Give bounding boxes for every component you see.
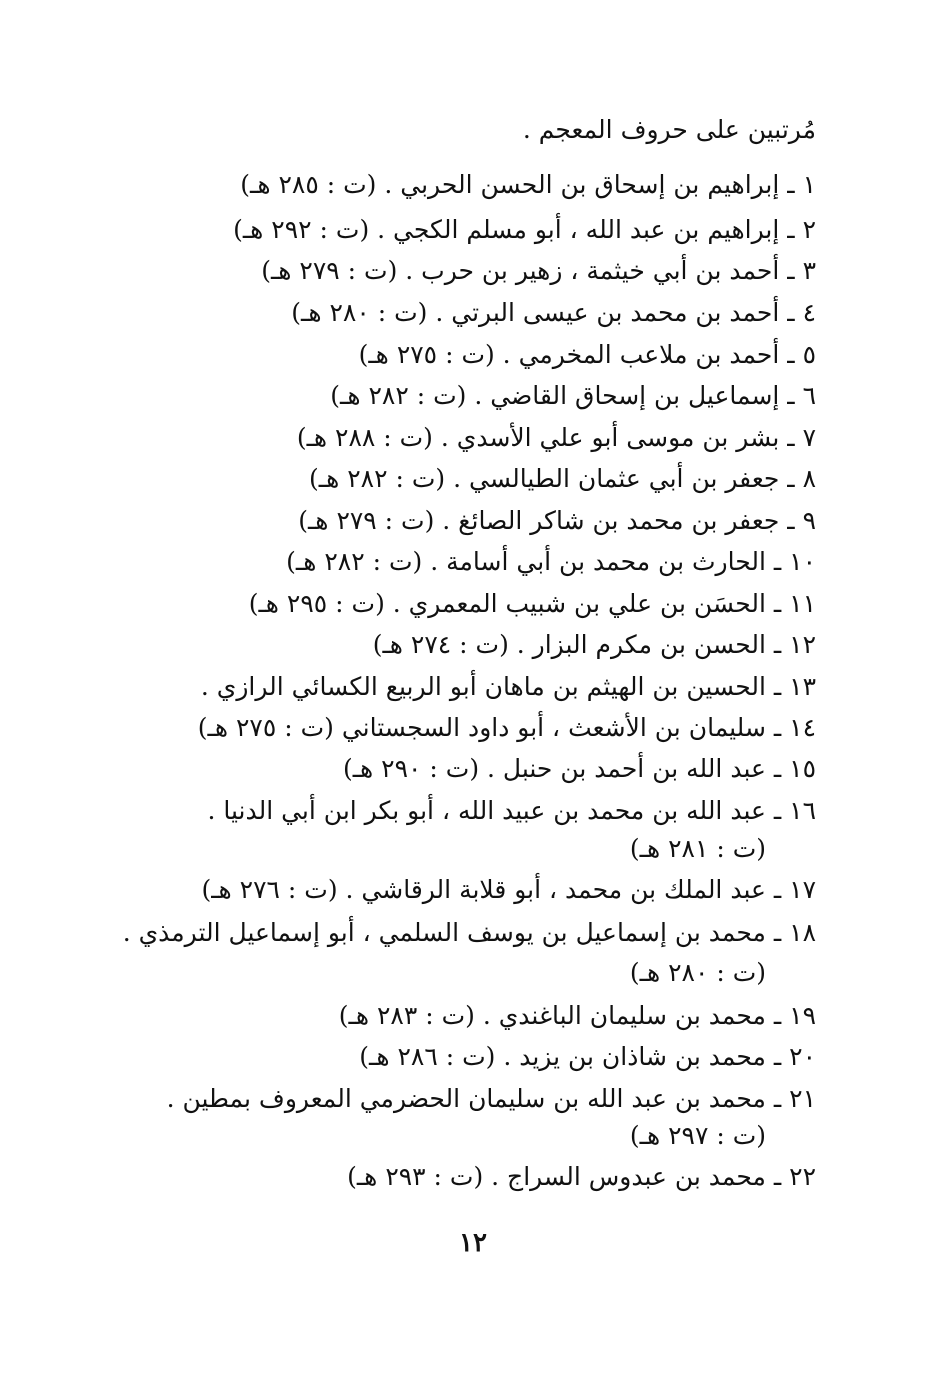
list-item xyxy=(120,870,816,910)
list-item xyxy=(120,251,816,291)
list-item xyxy=(120,501,816,541)
entry-number: ١٣ xyxy=(789,672,816,701)
list-item xyxy=(120,749,816,789)
entry-text: ـ عبد الله بن أحمد بن حنبل . (ت : ٢٩٠ هـ) xyxy=(342,754,782,783)
entry-text: ـ محمد بن إسماعيل بن يوسف السلمي ، أبو إسماعيل الترمذي . xyxy=(122,918,782,947)
entry-text: ـ عبد الله بن محمد بن عبيد الله ، أبو بكر ابن أبي الدنيا . xyxy=(207,796,782,825)
entry-continuation: (ت : ٢٩٧ هـ) xyxy=(629,1121,766,1150)
entry-number: ٢٠ xyxy=(789,1042,816,1071)
entry-text: ـ الحسين بن الهيثم بن ماهان أبو الربيع الكسائي الرازي . xyxy=(200,672,782,701)
list-item xyxy=(120,1037,816,1077)
entry-text: ـ الحسن بن مكرم البزار . (ت : ٢٧٤ هـ) xyxy=(372,630,782,659)
entry-number: ١٢ xyxy=(789,630,816,659)
entry-number: ١ xyxy=(802,170,816,199)
entry-text: ـ محمد بن عبدوس السراج . (ت : ٢٩٣ هـ) xyxy=(347,1162,782,1191)
entry-text: ـ سليمان بن الأشعث ، أبو داود السجستاني (ت : ٢٧٥ هـ) xyxy=(197,713,782,742)
list-item xyxy=(120,210,816,250)
entry-text: ـ الحسَن بن علي بن شبيب المعمري . (ت : ٢٩٥ هـ) xyxy=(248,589,782,618)
list-item xyxy=(120,667,816,707)
list-item xyxy=(120,996,816,1036)
list-item xyxy=(120,625,816,665)
entry-text: ـ إبراهيم بن إسحاق بن الحسن الحربي . (ت : ٢٨٥ هـ) xyxy=(240,170,795,199)
list-item xyxy=(120,418,816,458)
list-item xyxy=(120,165,816,205)
entry-number: ٥ xyxy=(802,340,816,369)
entry-number: ٩ xyxy=(802,506,816,535)
entry-number: ١٨ xyxy=(789,918,816,947)
entry-number: ٣ xyxy=(802,256,816,285)
entry-text: ـ محمد بن شاذان بن يزيد . (ت : ٢٨٦ هـ) xyxy=(359,1042,782,1071)
list-item xyxy=(120,376,816,416)
list-item xyxy=(120,584,816,624)
entry-number: ٢١ xyxy=(789,1084,816,1113)
entry-text: ـ أحمد بن محمد بن عيسى البرتي . (ت : ٢٨٠ هـ) xyxy=(291,298,795,327)
entry-number: ٨ xyxy=(802,464,816,493)
entry-text: ـ محمد بن سليمان الباغندي . (ت : ٢٨٣ هـ) xyxy=(338,1001,782,1030)
list-item xyxy=(120,335,816,375)
list-item xyxy=(120,293,816,333)
list-item xyxy=(120,708,816,748)
entry-number: ١٧ xyxy=(789,875,816,904)
list-item xyxy=(120,791,816,831)
entry-number: ١٤ xyxy=(789,713,816,742)
entry-text: ـ بشر بن موسى أبو علي الأسدي . (ت : ٢٨٨ هـ) xyxy=(296,423,795,452)
list-item xyxy=(120,542,816,582)
entry-number: ٦ xyxy=(802,381,816,410)
list-item xyxy=(120,1079,816,1119)
entry-continuation: (ت : ٢٨١ هـ) xyxy=(629,834,766,863)
entry-text: ـ أحمد بن ملاعب المخرمي . (ت : ٢٧٥ هـ) xyxy=(358,340,795,369)
entry-number: ٤ xyxy=(802,298,816,327)
entry-number: ١٠ xyxy=(789,547,816,576)
entry-number: ١٥ xyxy=(789,754,816,783)
entry-text: ـ جعفر بن محمد بن شاكر الصائغ . (ت : ٢٧٩ هـ) xyxy=(298,506,795,535)
entry-text: ـ جعفر بن أبي عثمان الطيالسي . (ت : ٢٨٢ هـ) xyxy=(309,464,795,493)
entry-number: ٧ xyxy=(802,423,816,452)
list-item xyxy=(120,913,816,953)
entry-text: ـ الحارث بن محمد بن أبي أسامة . (ت : ٢٨٢ هـ) xyxy=(286,547,782,576)
page-number: ١٢ xyxy=(459,1228,487,1258)
list-item xyxy=(120,1157,816,1197)
entry-number: ١٦ xyxy=(789,796,816,825)
entry-continuation: (ت : ٢٨٠ هـ) xyxy=(629,958,766,987)
list-item xyxy=(120,459,816,499)
entry-number: ٢ xyxy=(802,215,816,244)
entry-text: ـ إسماعيل بن إسحاق القاضي . (ت : ٢٨٢ هـ) xyxy=(330,381,795,410)
entry-text: ـ إبراهيم بن عبد الله ، أبو مسلم الكجي . (ت : ٢٩٢ هـ) xyxy=(233,215,795,244)
entry-text: ـ عبد الملك بن محمد ، أبو قلابة الرقاشي . (ت : ٢٧٦ هـ) xyxy=(201,875,782,904)
entry-number: ١١ xyxy=(789,589,816,618)
entry-text: ـ محمد بن عبد الله بن سليمان الحضرمي المعروف بمطين . xyxy=(166,1084,782,1113)
entry-number: ٢٢ xyxy=(789,1162,816,1191)
intro-text: مُرتبين على حروف المعجم . xyxy=(522,115,816,144)
entry-number: ١٩ xyxy=(789,1001,816,1030)
entry-text: ـ أحمد بن أبي خيثمة ، زهير بن حرب . (ت : ٢٧٩ هـ) xyxy=(261,256,795,285)
